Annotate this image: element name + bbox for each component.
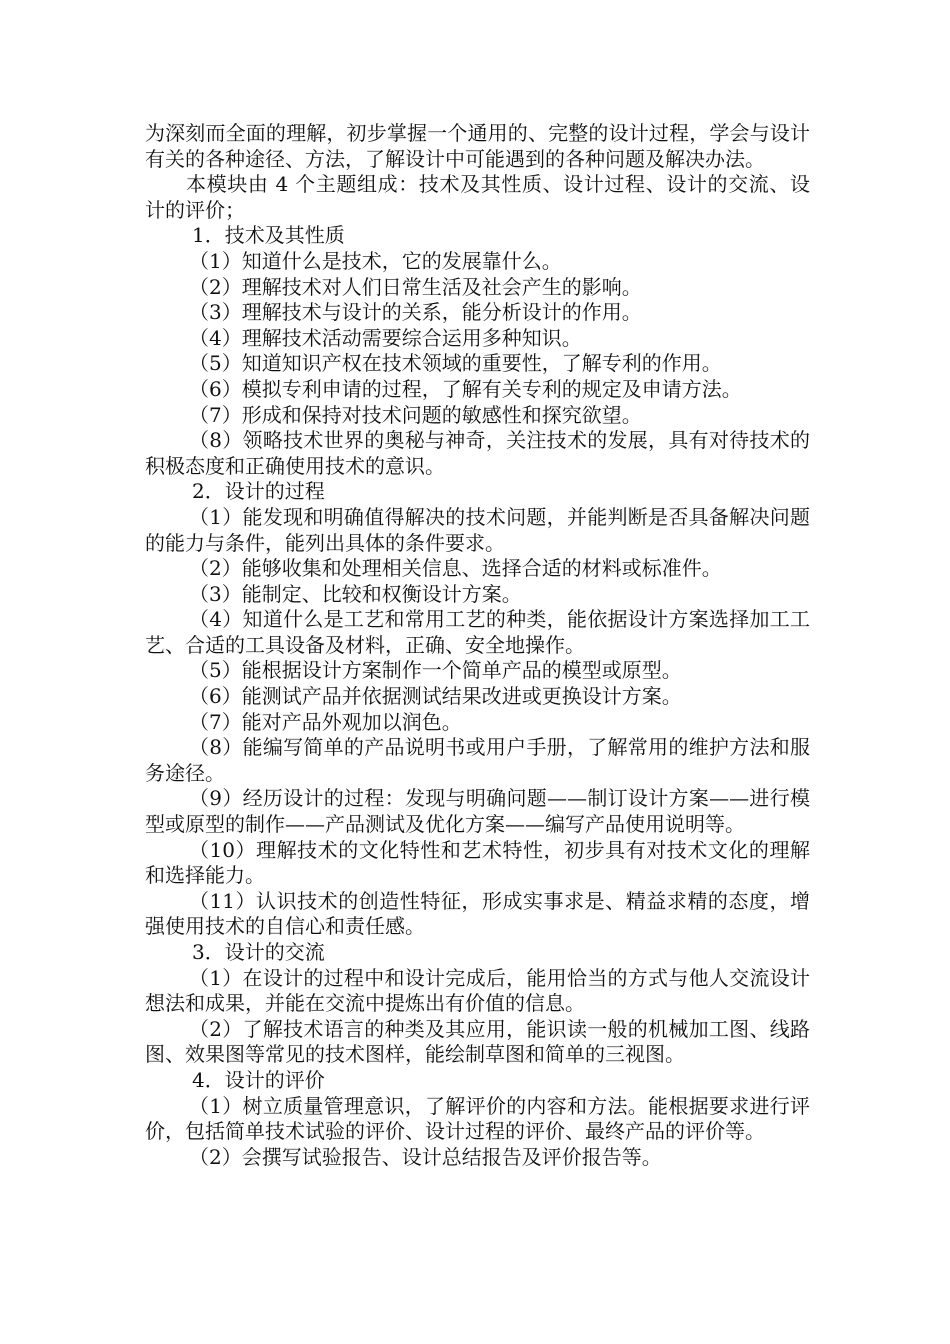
paragraph: 为深刻而全面的理解，初步掌握一个通用的、完整的设计过程，学会与设计有关的各种途径、方法，了解设计中可能遇到的各种问题及解决办法。 — [145, 121, 810, 171]
paragraph: （7）形成和保持对技术问题的敏感性和探究欲望。 — [189, 402, 642, 427]
paragraph: （5）知道知识产权在技术领域的重要性，了解专利的作用。 — [189, 351, 722, 376]
paragraph: （6）能测试产品并依据测试结果改进或更换设计方案。 — [189, 684, 682, 709]
paragraph: 4．设计的评价 — [192, 1067, 325, 1092]
paragraph: （11）认识技术的创造性特征，形成实事求是、精益求精的态度，增强使用技术的自信心和责任感。 — [145, 888, 810, 939]
paragraph: （10）理解技术的文化特性和艺术特性，初步具有对技术文化的理解和选择能力。 — [145, 837, 810, 888]
paragraph: 本模块由 4 个主题组成：技术及其性质、设计过程、设计的交流、设计的评价； — [145, 172, 810, 222]
paragraph: （9）经历设计的过程：发现与明确问题——制订设计方案——进行模型或原型的制作——产品测试及优化方案——编写产品使用说明等。 — [145, 786, 810, 837]
paragraph: （1）能发现和明确值得解决的技术问题，并能判断是否具备解决问题的能力与条件，能列出具体的条件要求。 — [145, 504, 810, 555]
paragraph: （8）领略技术世界的奥秘与神奇，关注技术的发展，具有对待技术的积极态度和正确使用技术的意识。 — [145, 428, 810, 478]
paragraph: （5）能根据设计方案制作一个简单产品的模型或原型。 — [189, 658, 682, 683]
paragraph: （2）能够收集和处理相关信息、选择合适的材料或标准件。 — [189, 556, 722, 581]
paragraph: （4）知道什么是工艺和常用工艺的种类，能依据设计方案选择加工工艺、合适的工具设备及材料，正确、安全地操作。 — [145, 607, 810, 657]
document-body — [145, 121, 810, 1170]
paragraph: （7）能对产品外观加以润色。 — [189, 709, 462, 734]
paragraph: （2）会撰写试验报告、设计总结报告及评价报告等。 — [189, 1144, 662, 1169]
paragraph: （8）能编写简单的产品说明书或用户手册，了解常用的维护方法和服务途径。 — [145, 735, 810, 785]
paragraph: 2．设计的过程 — [192, 479, 325, 504]
paragraph: 1．技术及其性质 — [192, 223, 345, 248]
paragraph: （4）理解技术活动需要综合运用多种知识。 — [189, 325, 582, 350]
paragraph: 3．设计的交流 — [192, 940, 325, 964]
paragraph: （1）树立质量管理意识，了解评价的内容和方法。能根据要求进行评价，包括简单技术试验的评价、设计过程的评价、最终产品的评价等。 — [145, 1093, 810, 1144]
paragraph: （2）了解技术语言的种类及其应用，能识读一般的机械加工图、线路图、效果图等常见的技术图样，能绘制草图和简单的三视图。 — [145, 1016, 810, 1067]
paragraph: （2）理解技术对人们日常生活及社会产生的影响。 — [189, 274, 642, 299]
paragraph: （1）在设计的过程中和设计完成后，能用恰当的方式与他人交流设计想法和成果，并能在交流中提炼出有价值的信息。 — [145, 965, 810, 1016]
paragraph: （3）能制定、比较和权衡设计方案。 — [189, 581, 522, 606]
paragraph: （1）知道什么是技术，它的发展靠什么。 — [189, 248, 562, 273]
paragraph: （6）模拟专利申请的过程，了解有关专利的规定及申请方法。 — [189, 376, 742, 401]
paragraph: （3）理解技术与设计的关系，能分析设计的作用。 — [189, 300, 642, 325]
